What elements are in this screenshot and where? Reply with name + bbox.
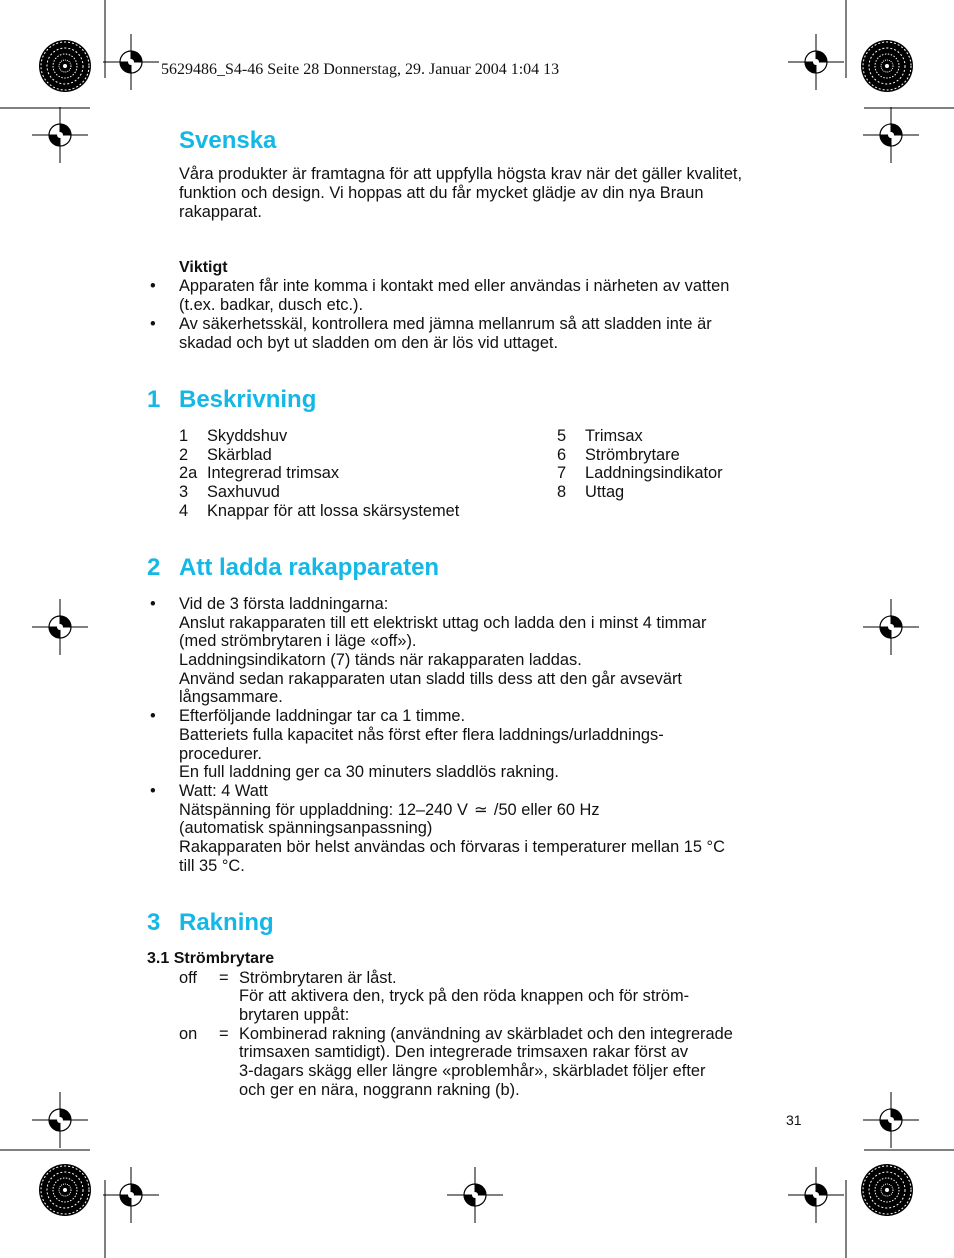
part-number: 4 [179, 502, 189, 520]
part-label: Laddningsindikator [585, 464, 723, 482]
switch-desc-line: och ger en nära, noggrann rakning (b). [239, 1081, 520, 1099]
section-heading-3 [147, 909, 274, 937]
important-heading: Viktigt [179, 259, 228, 276]
print-slug: 5629486_S4-46 Seite 28 Donnerstag, 29. Januar 2004 1:04 13 [161, 61, 560, 78]
part-label: Strömbrytare [585, 446, 680, 464]
intro-line: rakapparat. [179, 203, 262, 221]
important-line: (t.ex. badkar, dusch etc.). [179, 296, 364, 314]
part-label: Uttag [585, 483, 625, 501]
section-number: 3 [147, 909, 161, 936]
bullet-marker: • [150, 782, 156, 800]
bullet-marker: • [150, 595, 156, 613]
section-number: 2 [147, 554, 161, 581]
switch-desc-line: brytaren uppåt: [239, 1006, 350, 1024]
charging-line: långsammare. [179, 688, 283, 706]
charging-line: Laddningsindikatorn (7) tänds när rakapparaten laddas. [179, 651, 582, 669]
page-title: Svenska [179, 127, 277, 154]
section-title: Rakning [179, 909, 274, 936]
charging-line: En full laddning ger ca 30 minuters sladdlös rakning. [179, 763, 559, 781]
part-number: 6 [557, 446, 567, 464]
charging-line-voltage [179, 801, 809, 820]
charging-line: till 35 °C. [179, 857, 245, 875]
charging-line: Watt: 4 Watt [179, 782, 268, 800]
part-number: 3 [179, 483, 189, 501]
page-number: 31 [786, 1112, 802, 1128]
bullet-marker: • [150, 707, 156, 725]
equals-sign: = [219, 969, 229, 987]
subsection-heading: 3.1 Strömbrytare [147, 950, 275, 967]
important-line: skadad och byt ut sladden om den är lös vid uttaget. [179, 334, 559, 352]
equals-sign: = [219, 1025, 229, 1043]
part-number: 1 [179, 427, 189, 445]
ac-dc-symbol-icon: ≃ [474, 801, 488, 819]
charging-line: procedurer. [179, 745, 262, 763]
switch-key: off [179, 969, 197, 987]
bullet-marker: • [150, 277, 156, 295]
section-heading-1 [147, 386, 317, 414]
section-heading-2 [147, 554, 440, 582]
switch-desc-line: Kombinerad rakning (användning av skärbladet och den integrerade [239, 1025, 733, 1043]
charging-line: (med strömbrytaren i läge «off»). [179, 632, 417, 650]
charging-line: Använd sedan rakapparaten utan sladd tills dess att den går avsevärt [179, 670, 682, 688]
part-label: Skärblad [207, 446, 272, 464]
part-label: Trimsax [585, 427, 643, 445]
charging-line: Rakapparaten bör helst användas och förvaras i temperaturer mellan 15 °C [179, 838, 725, 856]
charging-line: Batteriets fulla kapacitet nås först efter flera laddnings/urladdnings- [179, 726, 664, 744]
part-number: 7 [557, 464, 567, 482]
part-label: Saxhuvud [207, 483, 280, 501]
section-title: Att ladda rakapparaten [179, 554, 440, 581]
part-label: Skyddshuv [207, 427, 288, 445]
part-number: 2a [179, 464, 198, 482]
part-label: Integrerad trimsax [207, 464, 340, 482]
switch-desc-line: trimsaxen samtidigt). Den integrerade trimsaxen rakar först av [239, 1043, 689, 1061]
switch-desc-line: 3-dagars skägg eller längre «problemhår», skärbladet följer efter [239, 1062, 706, 1080]
intro-line: funktion och design. Vi hoppas att du får mycket glädje av din nya Braun [179, 184, 704, 202]
switch-desc-line: För att aktivera den, tryck på den röda knappen och för ström- [239, 987, 690, 1005]
important-line: Av säkerhetsskäl, kontrollera med jämna mellanrum så att sladden inte är [179, 315, 712, 333]
section-title: Beskrivning [179, 386, 317, 413]
intro-line: Våra produkter är framtagna för att uppfylla högsta krav när det gäller kvalitet, [179, 165, 743, 183]
section-number: 1 [147, 386, 161, 413]
part-number: 5 [557, 427, 567, 445]
charging-line: Anslut rakapparaten till ett elektriskt uttag och ladda den i minst 4 timmar [179, 614, 707, 632]
switch-desc-line: Strömbrytaren är låst. [239, 969, 397, 987]
charging-line: (automatisk spänningsanpassning) [179, 819, 433, 837]
switch-key: on [179, 1025, 198, 1043]
voltage-text: Nätspänning för uppladdning: 12–240 V [179, 801, 468, 819]
part-number: 8 [557, 483, 567, 501]
part-number: 2 [179, 446, 189, 464]
charging-line: Vid de 3 första laddningarna: [179, 595, 389, 613]
part-label: Knappar för att lossa skärsystemet [207, 502, 460, 520]
frequency-text: /50 eller 60 Hz [493, 801, 600, 819]
charging-line: Efterföljande laddningar tar ca 1 timme. [179, 707, 466, 725]
bullet-marker: • [150, 315, 156, 333]
important-line: Apparaten får inte komma i kontakt med eller användas i närheten av vatten [179, 277, 730, 295]
